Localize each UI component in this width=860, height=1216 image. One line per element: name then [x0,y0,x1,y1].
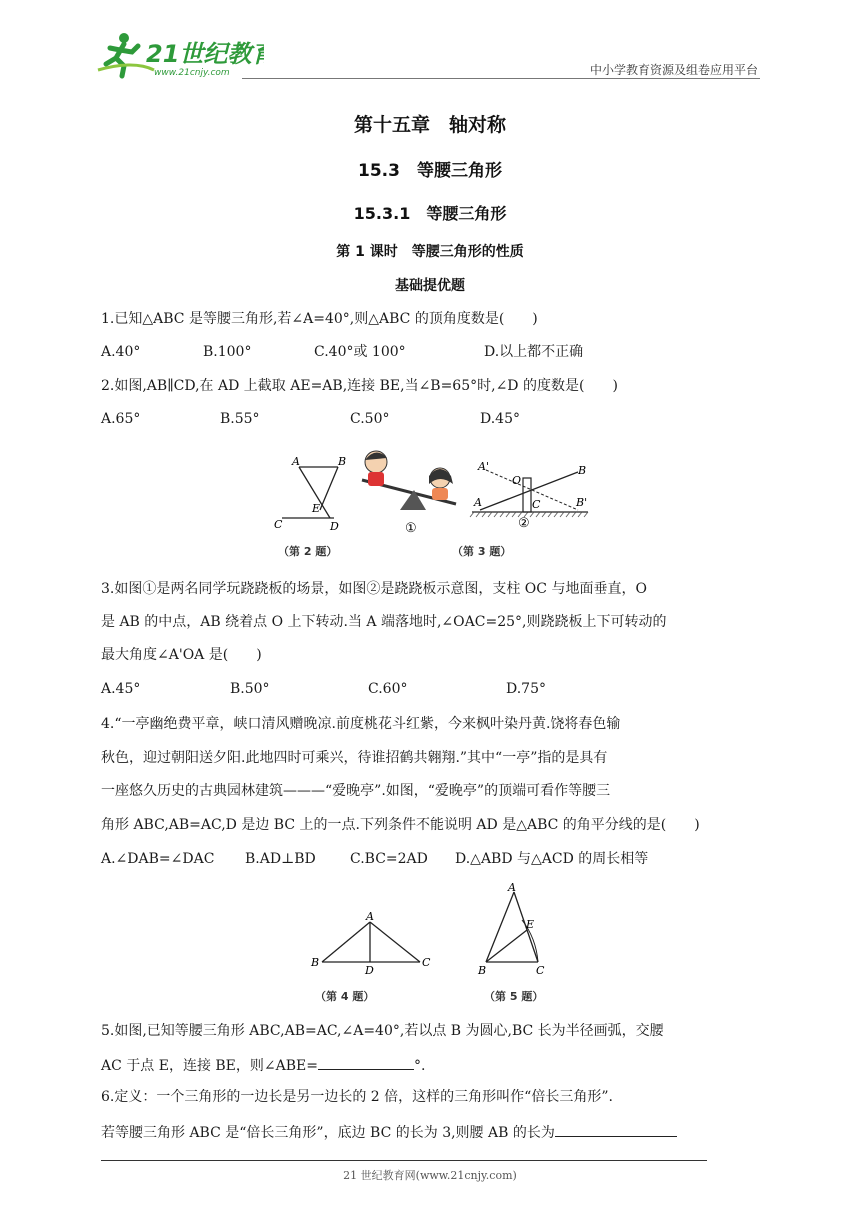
figure-4-caption: （第 4 题） [315,990,375,1003]
page-header [94,30,760,82]
question-5-line-1: 5.如图,已知等腰三角形 ABC,AB=AC,∠A=40°,若以点 B 为圆心,BC 长为半径画弧，交腰 [101,1023,664,1039]
header-divider [242,78,760,79]
svg-text:A: A [474,496,482,509]
q2-option-d: D.45° [480,411,520,427]
part-title: 基础提优题 [395,278,465,294]
q2-option-a: A.65° [101,411,141,427]
q4-option-a: A.∠DAB=∠DAC [101,851,215,867]
q2-option-c: C.50° [350,411,390,427]
q1-option-d: D.以上都不正确 [484,344,584,360]
question-6-line-1: 6.定义：一个三角形的一边长是另一边长的 2 倍，这样的三角形叫作“倍长三角形”. [101,1089,613,1105]
q6-answer-blank[interactable] [555,1121,677,1137]
svg-text:D: D [330,520,339,533]
page-footer: 21 世纪教育网(www.21cnjy.com) [343,1169,517,1182]
figure-3-diagram [466,456,596,528]
figure-3-scene [356,448,466,536]
figure-5-caption: （第 5 题） [484,990,544,1003]
question-4-line-1: 4.“一亭幽绝费平章，峡口清风赠晚凉.前度桃花斗红紫，今来枫叶染丹黄.饶将春色输 [101,716,621,732]
svg-text:A': A' [478,460,489,473]
figure-2-caption: （第 2 题） [278,545,338,558]
question-3-line-2: 是 AB 的中点，AB 绕着点 O 上下转动.当 A 端落地时,∠OAC=25°,则跷跷板上下可转动的 [101,614,667,630]
question-6-line-2 [101,1121,677,1143]
figure-4 [306,908,436,976]
svg-text:A: A [508,881,516,894]
question-1-stem: 1.已知△ABC 是等腰三角形,若∠A=40°,则△ABC 的顶角度数是( ) [101,311,538,327]
q4-option-b: B.AD⊥BD [245,851,316,867]
q2-option-b: B.55° [220,411,260,427]
q5-answer-blank[interactable] [318,1054,414,1070]
svg-text:C: C [422,956,431,969]
lesson-title: 第 1 课时 等腰三角形的性质 [336,244,524,260]
svg-text:B: B [478,964,487,977]
question-4-line-4: 角形 ABC,AB=AC,D 是边 BC 上的一点.下列条件不能说明 AD 是△ABC 的角平分线的是( ) [101,817,700,833]
chapter-title: 第十五章 轴对称 [353,114,506,136]
question-4-line-2: 秋色，迎过朝阳送夕阳.此地四时可乘兴，待谁招鹤共翱翔.”其中“一亭”指的是具有 [101,750,608,766]
svg-text:E: E [312,502,321,515]
figure-5 [476,880,556,978]
q4-option-c: C.BC=2AD [350,851,428,867]
footer-divider [101,1160,707,1161]
header-platform-text: 中小学教育资源及组卷应用平台 [589,63,758,77]
section-title: 15.3 等腰三角形 [358,161,502,181]
question-3-line-3: 最大角度∠A'OA 是( ) [101,647,262,663]
q3-option-b: B.50° [230,681,270,697]
svg-text:C: C [532,498,541,511]
svg-text:②: ② [518,516,530,528]
svg-text:A: A [366,910,374,923]
question-3-line-1: 3.如图①是两名同学玩跷跷板的场景，如图②是跷跷板示意图，支柱 OC 与地面垂直，O [101,581,647,597]
svg-text:D: D [365,964,374,976]
svg-text:①: ① [405,521,417,536]
svg-text:C: C [536,964,545,977]
q4-option-d: D.△ABD 与△ACD 的周长相等 [455,851,649,867]
q3-option-c: C.60° [368,681,408,697]
question-4-line-3: 一座悠久历史的古典园林建筑———“爱晚亭”.如图，“爱晚亭”的顶端可看作等腰三 [101,783,611,799]
svg-text:www.21cnjy.com: www.21cnjy.com [154,68,230,78]
figure-3-caption: （第 3 题） [452,545,512,558]
q1-option-b: B.100° [203,344,252,360]
q3-option-a: A.45° [101,681,141,697]
q1-option-c: C.40°或 100° [314,344,406,360]
q5-line2-prefix: AC 于点 E，连接 BE，则∠ABE= [101,1058,318,1074]
subsection-title: 15.3.1 等腰三角形 [353,204,507,223]
svg-text:B: B [578,464,587,477]
figure-2 [268,452,358,534]
svg-text:B: B [338,455,347,468]
q5-line2-suffix: °. [413,1058,426,1074]
svg-text:E: E [526,918,535,931]
svg-text:O: O [512,474,522,487]
question-5-line-2 [101,1054,425,1076]
q6-line2-text: 若等腰三角形 ABC 是“倍长三角形”，底边 BC 的长为 3,则腰 AB 的长为 [101,1125,555,1141]
svg-text:B: B [311,956,320,969]
svg-text:21世纪教育: 21世纪教育 [146,40,264,68]
q1-option-a: A.40° [101,344,141,360]
site-logo [94,30,264,80]
svg-text:B': B' [576,496,588,509]
svg-text:C: C [274,518,283,531]
question-2-stem: 2.如图,AB∥CD,在 AD 上截取 AE=AB,连接 BE,当∠B=65°时,∠D 的度数是( ) [101,378,618,394]
svg-text:A: A [292,455,300,468]
q3-option-d: D.75° [506,681,546,697]
